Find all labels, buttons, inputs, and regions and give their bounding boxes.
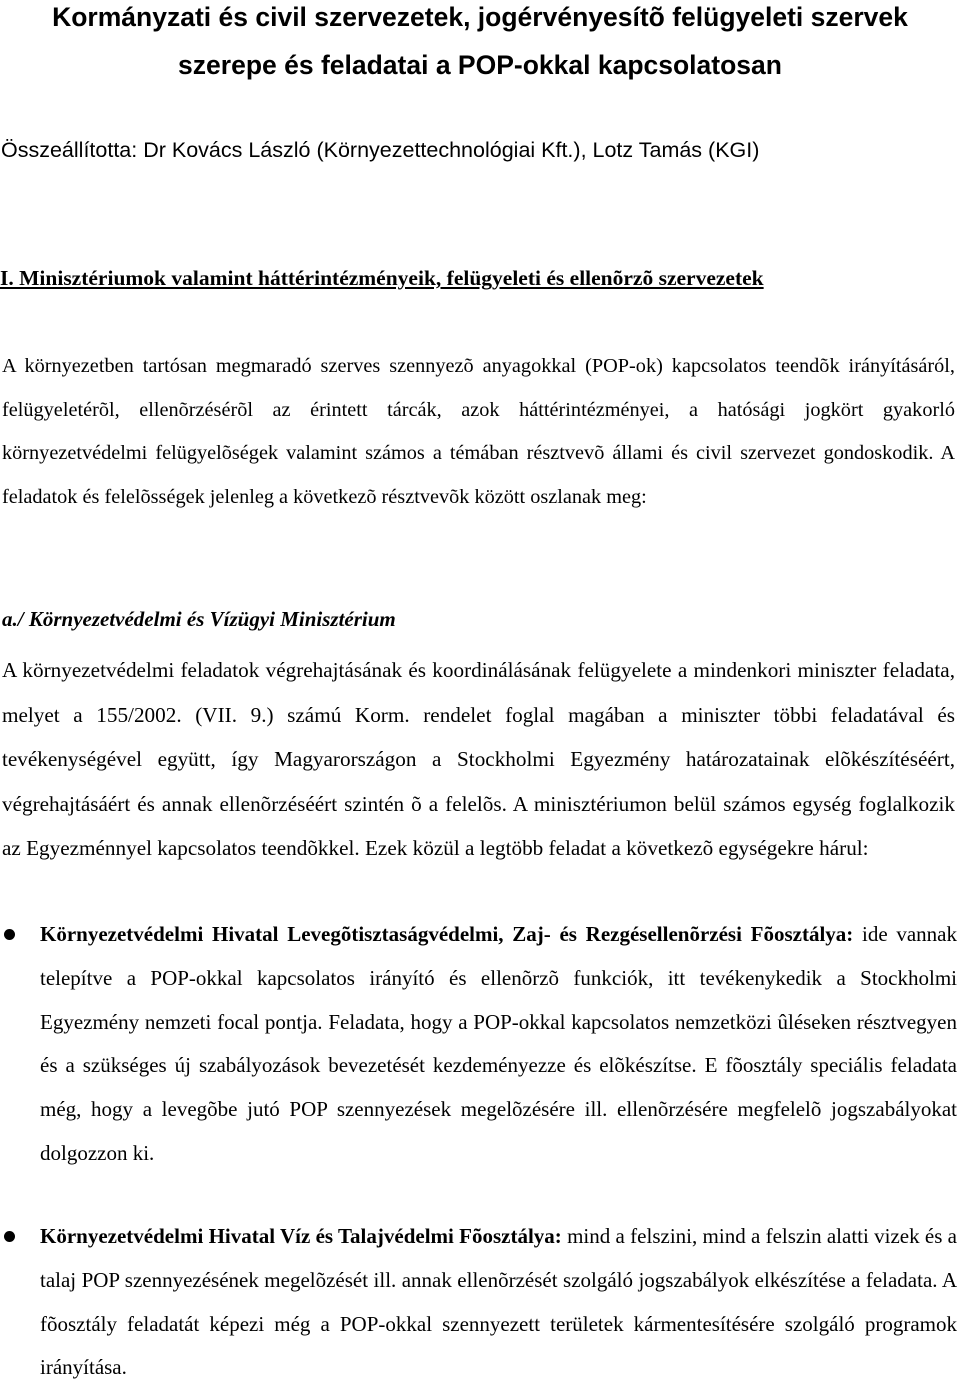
bullet-text [40,1215,957,1390]
bullet-dot-icon [4,1231,15,1242]
bullet-text [40,913,957,1176]
bullet-bold-label: Környezetvédelmi Hivatal Víz és Talajvédelmi Fõosztálya: [40,1224,562,1248]
subsection-heading: a./ Környezetvédelmi és Vízügyi Minisztérium [2,607,396,631]
bullet-body: ide vannak telepítve a POP-okkal kapcsolatos irányító és ellenõrzõ funkciók, itt tevékenykedik a Stockholmi Egyezmény nemzeti focal pontja. Feladata, hogy a POP-okkal kapcsolatos nemzetközi ûléseken résztvegyen és a szükséges új szabályozások bevezetését kezdeményezze és elõkészítse. E fõosztály speciális feladata még, hogy a levegõbe jutó POP szennyezések megelõzésére ill. ellenõrzésére megfelelõ jogszabályokat dolgozzon ki. [40,922,957,1165]
bullet-item [4,913,957,1176]
document-title-line-2: szerepe és feladatai a POP-okkal kapcsolatosan [178,50,782,80]
ministry-paragraph: A környezetvédelmi feladatok végrehajtásának és koordinálásának felügyelete a mindenkori miniszter feladata, melyet a 155/2002. (VII. 9.) számú Korm. rendelet foglal magában a miniszter többi feladatával és tevékenységével együtt, így Magyarországon a Stockholmi Egyezmény határozatainak elõkészítéséért, végrehajtásáért és annak ellenõrzéséért szintén õ a felelõs. A minisztériumon belül számos egység foglalkozik az Egyezménnyel kapcsolatos teendõkkel. Ezek közül a legtöbb feladat a következõ egységekre hárul: [2,658,955,860]
bullet-bold-label: Környezetvédelmi Hivatal Levegõtisztaságvédelmi, Zaj- és Rezgésellenõrzési Fõosztálya: [40,922,854,946]
section-heading: I. Minisztériumok valamint háttérintézményeik, felügyeleti és ellenõrzõ szervezetek [0,266,764,290]
bullet-item [4,1215,957,1390]
document-title-line-1: Kormányzati és civil szervezetek, jogérvényesítõ felügyeleti szervek [52,2,908,32]
bullet-body: mind a felszini, mind a felszin alatti vizek és a talaj POP szennyezésének megelõzését ill. annak ellenõrzését szolgáló jogszabályok elkészítése a feladata. A fõosztály feladatát képezi még a POP-okkal szennyezett területek kármentesítésére szolgáló programok irányítása. [40,1224,957,1380]
compiled-by-line: Összeállította: Dr Kovács László (Környezettechnológiai Kft.), Lotz Tamás (KGI) [1,138,760,162]
intro-paragraph: A környezetben tartósan megmaradó szerves szennyezõ anyagokkal (POP-ok) kapcsolatos teendõk irányításáról, felügyeletérõl, ellenõrzésérõl az érintett tárcák, azok háttérintézményei, a hatósági jogkört gyakorló környezetvédelmi felügyelõségek valamint számos a témában résztvevõ állami és civil szervezet gondoskodik. A feladatok és felelõsségek jelenleg a következõ résztvevõk között oszlanak meg: [2,355,955,508]
bullet-dot-icon [4,929,15,940]
